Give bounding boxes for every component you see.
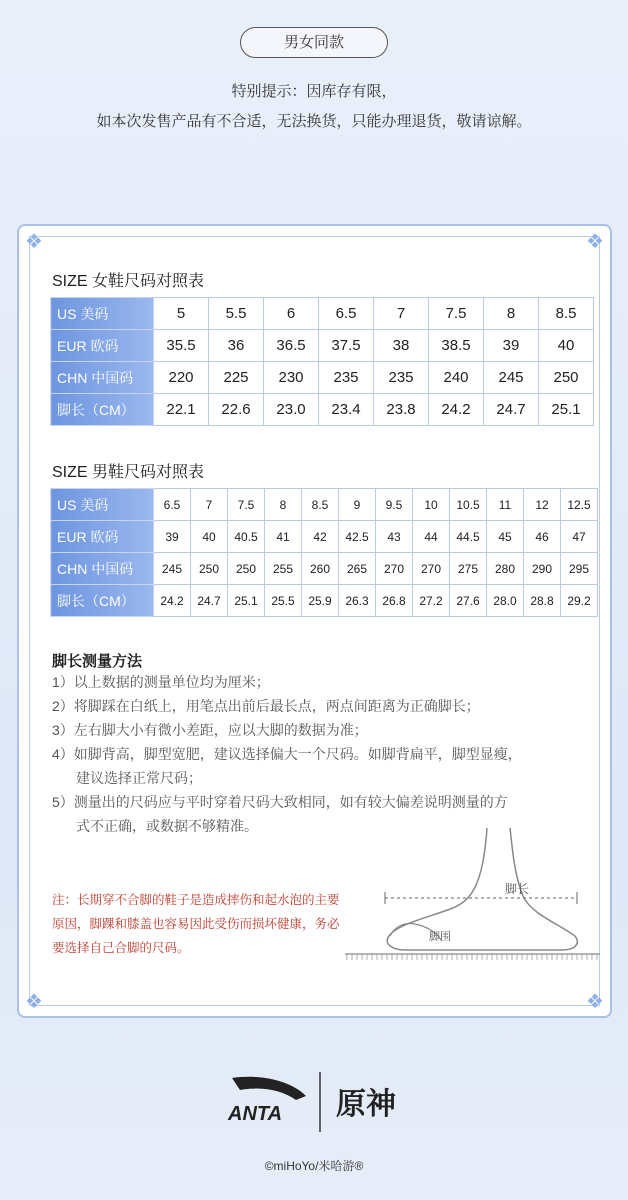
size-cell: 245	[154, 553, 191, 585]
size-cell: 240	[429, 362, 484, 394]
size-cell: 235	[374, 362, 429, 394]
size-table-row	[51, 553, 598, 585]
size-cell: 220	[154, 362, 209, 394]
notice-line-1: 特别提示：因库存有限，	[231, 82, 397, 100]
size-cell: 265	[339, 553, 376, 585]
women-size-table	[50, 297, 594, 426]
size-cell: 46	[524, 521, 561, 553]
size-cell: 275	[450, 553, 487, 585]
brand-logos	[0, 1070, 628, 1140]
size-cell: 28.0	[487, 585, 524, 617]
men-size-title: SIZE 男鞋尺码对照表	[52, 464, 205, 481]
size-cell: 37.5	[319, 330, 374, 362]
size-cell: 12.5	[561, 489, 598, 521]
size-cell: 6	[264, 298, 319, 330]
size-row-label: EUR 欧码	[51, 521, 154, 553]
method-step: 3）左右脚大小有微小差距，应以大脚的数据为准；	[52, 722, 368, 738]
size-cell: 6.5	[154, 489, 191, 521]
size-cell: 36	[209, 330, 264, 362]
size-cell: 280	[487, 553, 524, 585]
size-cell: 23.0	[264, 394, 319, 426]
size-cell: 24.2	[154, 585, 191, 617]
size-cell: 26.8	[376, 585, 413, 617]
size-cell: 5.5	[209, 298, 264, 330]
anta-logo-text: ANTA	[228, 1103, 283, 1125]
corner-flower-icon: ❖	[586, 229, 604, 253]
size-cell: 42.5	[339, 521, 376, 553]
size-cell: 270	[376, 553, 413, 585]
size-row-label: 脚长（CM）	[51, 394, 154, 426]
size-cell: 29.2	[561, 585, 598, 617]
size-cell: 24.2	[429, 394, 484, 426]
size-cell: 8	[484, 298, 539, 330]
size-table-row	[51, 521, 598, 553]
size-cell: 250	[539, 362, 594, 394]
unisex-badge: 男女同款	[240, 27, 388, 58]
size-table-row	[51, 298, 594, 330]
method-step: 1）以上数据的测量单位均为厘米；	[52, 674, 270, 690]
size-cell: 43	[376, 521, 413, 553]
copyright-text: ©miHoYo/米哈游®	[264, 1159, 364, 1173]
size-row-label: CHN 中国码	[51, 553, 154, 585]
method-step: 建议选择正常尺码；	[76, 770, 202, 786]
size-cell: 225	[209, 362, 264, 394]
size-cell: 39	[484, 330, 539, 362]
size-cell: 9.5	[376, 489, 413, 521]
size-cell: 44	[413, 521, 450, 553]
method-step: 4）如脚背高，脚型宽肥，建议选择偏大一个尺码。如脚背扁平，脚型显瘦，	[52, 746, 522, 762]
size-cell: 250	[228, 553, 265, 585]
size-cell: 23.4	[319, 394, 374, 426]
size-cell: 36.5	[264, 330, 319, 362]
size-cell: 25.1	[228, 585, 265, 617]
size-cell: 230	[264, 362, 319, 394]
size-cell: 42	[302, 521, 339, 553]
size-cell: 290	[524, 553, 561, 585]
size-cell: 25.9	[302, 585, 339, 617]
warning-note: 注：长期穿不合脚的鞋子是造成摔伤和起水泡的主要原因，脚踝和膝盖也容易因此受伤而损坏健康，务必要选择自己合脚的尺码。	[52, 893, 340, 955]
size-row-label: EUR 欧码	[51, 330, 154, 362]
size-cell: 24.7	[484, 394, 539, 426]
size-table-row	[51, 362, 594, 394]
size-cell: 25.1	[539, 394, 594, 426]
ruler-ticks	[347, 954, 597, 960]
size-cell: 8.5	[539, 298, 594, 330]
size-cell: 255	[265, 553, 302, 585]
size-cell: 35.5	[154, 330, 209, 362]
size-cell: 39	[154, 521, 191, 553]
size-cell: 41	[265, 521, 302, 553]
size-cell: 7.5	[429, 298, 484, 330]
size-cell: 26.3	[339, 585, 376, 617]
corner-flower-icon: ❖	[25, 229, 43, 253]
size-cell: 45	[487, 521, 524, 553]
size-cell: 22.1	[154, 394, 209, 426]
size-cell: 260	[302, 553, 339, 585]
size-cell: 6.5	[319, 298, 374, 330]
size-row-label: CHN 中国码	[51, 362, 154, 394]
size-cell: 7	[374, 298, 429, 330]
size-cell: 22.6	[209, 394, 264, 426]
women-size-title: SIZE 女鞋尺码对照表	[52, 273, 205, 290]
size-cell: 23.8	[374, 394, 429, 426]
size-cell: 40	[539, 330, 594, 362]
size-cell: 245	[484, 362, 539, 394]
size-cell: 38.5	[429, 330, 484, 362]
size-cell: 7.5	[228, 489, 265, 521]
size-cell: 44.5	[450, 521, 487, 553]
method-step: 式不正确，或数据不够精准。	[76, 818, 258, 834]
size-cell: 7	[191, 489, 228, 521]
size-cell: 295	[561, 553, 598, 585]
size-cell: 250	[191, 553, 228, 585]
size-cell: 38	[374, 330, 429, 362]
size-row-label: US 美码	[51, 298, 154, 330]
size-row-label: 脚长（CM）	[51, 585, 154, 617]
size-cell: 27.6	[450, 585, 487, 617]
corner-flower-icon: ❖	[586, 989, 604, 1013]
girth-label: 脚围	[429, 931, 451, 943]
size-row-label: US 美码	[51, 489, 154, 521]
foot-measure-diagram	[345, 826, 600, 966]
foot-outline	[387, 828, 577, 950]
genshin-logo-text: 原神	[336, 1087, 396, 1122]
size-cell: 5	[154, 298, 209, 330]
size-cell: 235	[319, 362, 374, 394]
size-cell: 270	[413, 553, 450, 585]
size-cell: 24.7	[191, 585, 228, 617]
size-cell: 8	[265, 489, 302, 521]
size-cell: 10.5	[450, 489, 487, 521]
size-cell: 11	[487, 489, 524, 521]
measurement-method-title: 脚长测量方法	[52, 653, 143, 670]
size-table-row	[51, 489, 598, 521]
size-cell: 47	[561, 521, 598, 553]
length-label: 脚长	[505, 882, 530, 896]
method-step: 5）测量出的尺码应与平时穿着尺码大致相同，如有较大偏差说明测量的方	[52, 794, 508, 810]
size-cell: 12	[524, 489, 561, 521]
size-cell: 10	[413, 489, 450, 521]
size-cell: 40.5	[228, 521, 265, 553]
size-cell: 40	[191, 521, 228, 553]
method-step: 2）将脚踩在白纸上，用笔点出前后最长点，两点间距离为正确脚长；	[52, 698, 480, 714]
notice-line-2: 如本次发售产品有不合适，无法换货，只能办理退货，敬请谅解。	[96, 112, 532, 130]
corner-flower-icon: ❖	[25, 989, 43, 1013]
size-cell: 8.5	[302, 489, 339, 521]
size-cell: 28.8	[524, 585, 561, 617]
size-table-row	[51, 585, 598, 617]
size-cell: 25.5	[265, 585, 302, 617]
anta-swoosh-icon	[232, 1077, 306, 1100]
size-cell: 9	[339, 489, 376, 521]
size-cell: 27.2	[413, 585, 450, 617]
size-table-row	[51, 394, 594, 426]
size-table-row	[51, 330, 594, 362]
men-size-table	[50, 488, 598, 617]
